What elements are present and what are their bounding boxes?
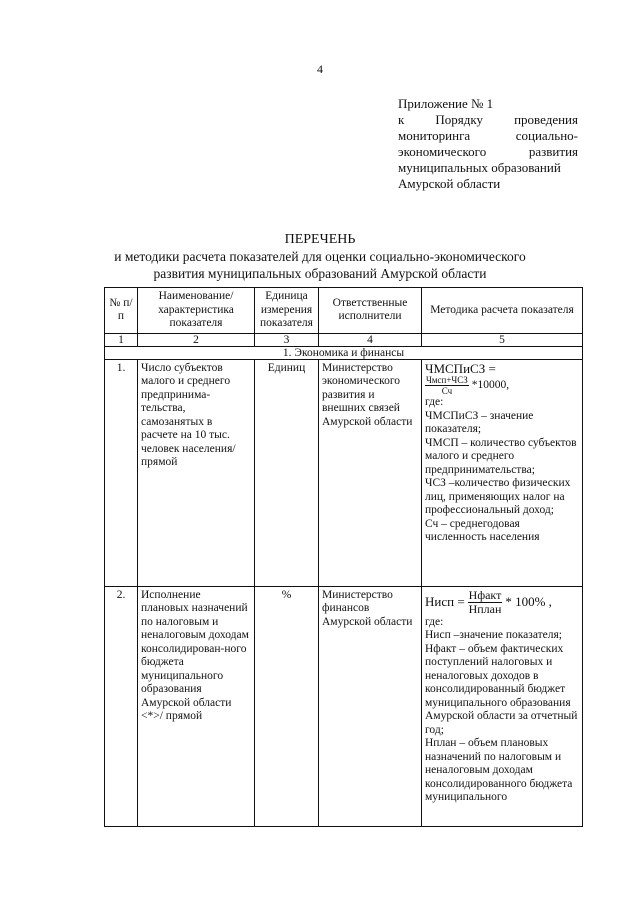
row-number: 2. [105,586,138,826]
indicator-name: Число субъектов малого и среднего предпринима-тельства, самозанятых в расчете на 10 тыс. человек населения/ прямой [138,359,255,586]
column-header: Ответственные исполнители [319,288,422,334]
page-number: 4 [317,62,323,76]
column-number-row [105,333,583,346]
formula-numerator: Нфакт [468,587,502,602]
formula-denominator: Сч [441,386,453,396]
formula-rhs: *10000, [471,378,510,391]
table-row [105,359,583,586]
column-header: Единица измерения показателя [255,288,319,334]
method-line: ЧМСП – количество субъектов малого и среднего предпринимательства; [425,436,577,476]
table-header-row [105,288,583,334]
column-header: Наименование/ характеристика показателя [138,288,255,334]
formula-lhs: ЧМСПиСЗ = [425,360,496,376]
appendix-line: муниципальных образований [398,160,561,175]
indicators-table [104,287,583,827]
method-line: ЧМСПиСЗ – значение показателя; [425,409,534,435]
column-header: № п/п [105,288,138,334]
row-number: 1. [105,359,138,586]
column-number: 4 [319,333,422,346]
formula [425,589,579,616]
appendix-line: мониторинга социально- [398,128,578,143]
method-line: Сч – среднегодовая численность населения [425,517,540,543]
method-line: Нплан – объем плановых назначений по налоговым и неналоговым доходам консолидированного бюджета муниципального [425,737,573,803]
section-title: 1. Экономика и финансы [105,346,583,359]
column-number: 1 [105,333,138,346]
formula-numerator: Чмсп+ЧСЗ [426,375,468,385]
title-line: развития муниципальных образований Амурской области [153,266,487,281]
method-line: Нисп –значение показателя; [425,629,562,641]
formula-rhs: * 100% , [505,594,552,610]
method-line: где: [425,615,444,628]
appendix-line: экономического развития [398,144,578,159]
column-number: 5 [422,333,583,346]
table-row [105,586,583,826]
unit-of-measure: % [255,586,319,826]
column-header: Методика расчета показателя [422,288,583,334]
responsible-executor: Министерство экономического развития и внешних связей Амурской области [319,359,422,586]
appendix-line: Амурской области [398,176,501,191]
section-row [105,346,583,359]
appendix-note [398,96,578,192]
title-line: ПЕРЕЧЕНЬ [284,232,356,247]
column-number: 3 [255,333,319,346]
formula-denominator: Нплан [468,601,502,616]
method-line: где: [425,396,444,408]
responsible-executor: Министерство финансов Амурской области [319,586,422,826]
appendix-line: к Порядку проведения [398,112,578,127]
method-line: ЧСЗ –количество физических лиц, применяющих налог на профессиональный доход; [425,477,571,516]
method-line: Нфакт – объем фактических поступлений налоговых и неналоговых доходов в консолидированный бюджет муниципального образования Амурской области за отчетный год; [425,642,578,736]
formula-fraction [425,375,469,396]
column-number: 2 [138,333,255,346]
formula [425,375,579,396]
formula-fraction [468,589,503,616]
indicator-name: Исполнение плановых назначений по налоговым и неналоговым доходам консолидирован-ного бюджета муниципального образования Амурской области <*>/ прямой [138,586,255,826]
document-title [0,231,640,282]
calculation-method [422,359,583,586]
formula-lhs: Нисп = [425,594,465,610]
title-line: и методики расчета показателей для оценки социально-экономического [114,249,526,264]
appendix-line: Приложение № 1 [398,96,494,111]
calculation-method [422,586,583,826]
unit-of-measure: Единиц [255,359,319,586]
